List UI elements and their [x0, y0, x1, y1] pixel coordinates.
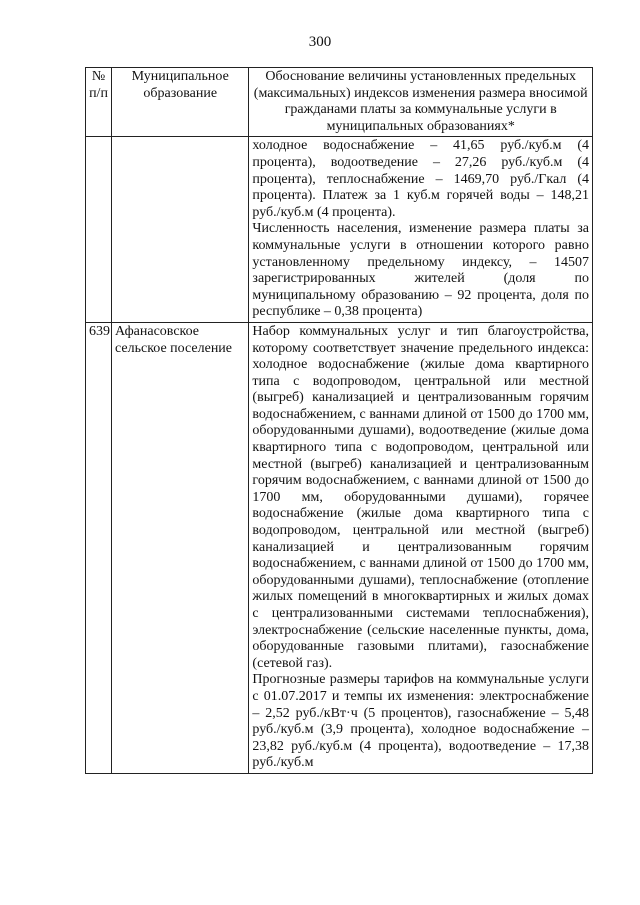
- page-number: 300: [308, 34, 332, 50]
- header-municipality: Муниципальное образование: [112, 68, 249, 137]
- header-justification: Обоснование величины установленных предельных (максимальных) индексов изменения размера вносимой гражданами платы за коммунальные услуги в муниципальных образованиях*: [249, 68, 593, 137]
- tariff-justification-table: [85, 67, 593, 774]
- paragraph: Прогнозные размеры тарифов на коммунальные услуги с 01.07.2017 и темпы их изменения: электроснабжение – 2,52 руб./кВт·ч (5 процентов), газоснабжение – 5,48 руб./куб.м (3,9 процента), холодное водоснабжение – 23,82 руб./куб.м (4 процента), водоотведение – 17,38 руб./куб.м: [252, 672, 589, 771]
- row-justification: [249, 322, 593, 773]
- row-num: [86, 137, 112, 323]
- paragraph: Численность населения, изменение размера платы за коммунальные услуги в отношении которого равно установленному предельному индексу, – 14507 зарегистрированных жителей (доля по муниципальному образованию – 92 процента, доля по республике – 0,38 процента): [252, 221, 589, 320]
- row-num: 639: [86, 322, 112, 773]
- paragraph: Набор коммунальных услуг и тип благоустройства, которому соответствует значение предельного индекса: холодное водоснабжение (жилые дома квартирного типа с водопроводом, центральной или местной (выгреб) канализацией и централизованным горячим водоснабжением, с ваннами длиной от 1500 до 1700 мм, оборудованными душами), водоотведение (жилые дома квартирного типа с водопроводом, центральной или местной (выгреб) канализацией и централизованным горячим водоснабжением, с ваннами длиной от 1500 до 1700 мм, оборудованными душами), горячее водоснабжение (жилые дома квартирного типа с водопроводом, центральной или местной (выгреб) канализацией и централизованным горячим водоснабжением, с ваннами длиной от 1500 до 1700 мм, оборудованными душами), теплоснабжение (отопление жилых помещений в многоквартирных и жилых домах с централизованными системами теплоснабжения), электроснабжение (сельские населенные пункты, дома, оборудованные газовыми плитами), газоснабжение (сетевой газ).: [252, 323, 589, 671]
- table-header-row: [86, 68, 593, 137]
- row-municipality: Афанасовское сельское поселение: [112, 322, 249, 773]
- row-justification: [249, 137, 593, 323]
- paragraph: холодное водоснабжение – 41,65 руб./куб.м (4 процента), водоотведение – 27,26 руб./куб.м (4 процента), теплоснабжение – 1469,70 руб./Гкал (4 процента). Платеж за 1 куб.м горячей воды – 148,21 руб./куб.м (4 процента).: [252, 138, 589, 220]
- header-num: № п/п: [86, 68, 112, 137]
- table-row: [86, 137, 593, 323]
- row-municipality: [112, 137, 249, 323]
- table-row: [86, 322, 593, 773]
